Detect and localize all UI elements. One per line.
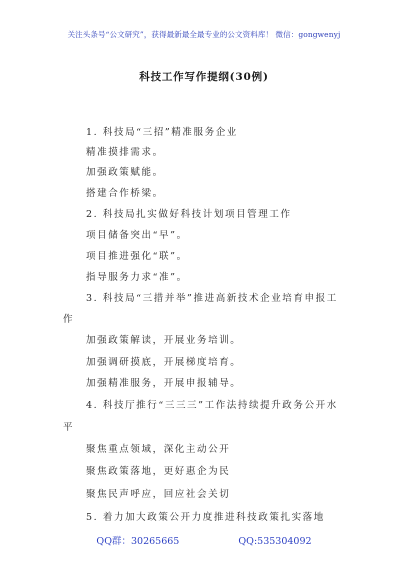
footer-qq-group: QQ群：30265665 xyxy=(96,536,180,547)
heading-item-4: 4. 科技厅推行“三三三”工作法持续提升政务公开水 xyxy=(86,400,338,411)
sub-item: 聚焦民声呼应，回应社会关切 xyxy=(86,489,231,500)
heading-item-5: 5. 着力加大政策公开力度推进科技政策扎实落地 xyxy=(86,512,325,523)
sub-item: 项目储备突出“早”。 xyxy=(86,230,188,241)
sub-item: 加强政策解读，开展业务培训。 xyxy=(86,335,242,346)
sub-item: 聚焦重点领域，深化主动公开 xyxy=(86,444,231,455)
heading-item-1: 1. 科技局“三招”精准服务企业 xyxy=(86,127,238,138)
sub-item: 加强政策赋能。 xyxy=(86,167,164,178)
sub-item: 聚焦政策落地，更好惠企为民 xyxy=(86,466,231,477)
footer-qq-number: QQ:535304092 xyxy=(238,536,312,547)
heading-item-4-continued: 平 xyxy=(63,422,75,433)
document-title: 科技工作写作提纲(30例) xyxy=(139,71,269,83)
sub-item: 项目推进强化“联”。 xyxy=(86,251,188,262)
heading-item-3-continued: 作 xyxy=(63,314,75,325)
header-promo-note: 关注头条号“公文研究”，获得最新最全最专业的公文资料库！ 微信：gongwenyj xyxy=(67,30,341,39)
sub-item: 加强精准服务，开展申报辅导。 xyxy=(86,378,242,389)
sub-item: 搭建合作桥梁。 xyxy=(86,188,164,199)
sub-item: 指导服务力求“准”。 xyxy=(86,272,188,283)
sub-item: 加强调研摸底，开展梯度培育。 xyxy=(86,357,242,368)
footer-contact xyxy=(0,533,408,547)
heading-item-3: 3. 科技局“三措并举”推进高新技术企业培育申报工 xyxy=(86,293,338,304)
heading-item-2: 2. 科技局扎实做好科技计划项目管理工作 xyxy=(86,209,292,220)
sub-item: 精准摸排需求。 xyxy=(86,147,164,158)
